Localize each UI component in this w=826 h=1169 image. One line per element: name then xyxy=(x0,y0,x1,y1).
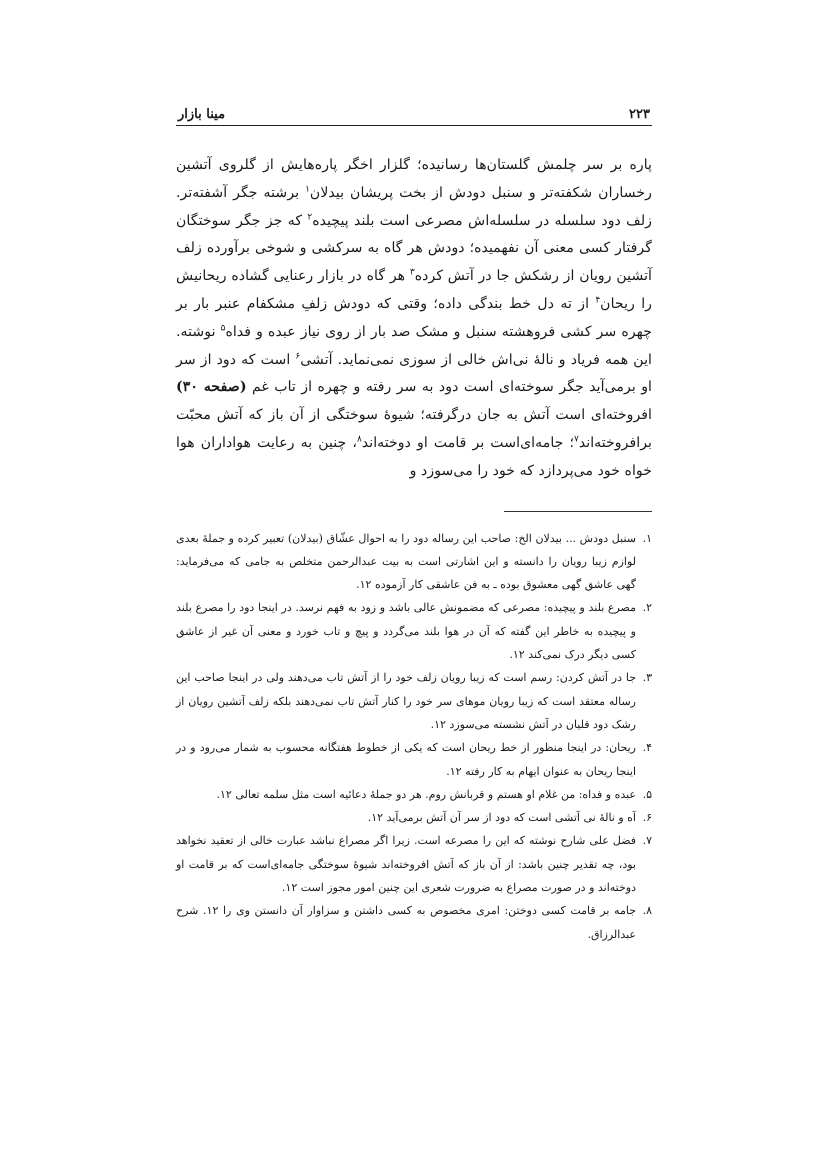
text-segment: از ته دل خط بندگی داده؛ وقتی که دودش زلفِ مشکفام عنبر بار بر چهره سر کشی فروهشته سنبل و مشک صد بار از روی نیاز عبده و فداه xyxy=(176,295,652,340)
page xyxy=(176,96,652,946)
footnote-number: ۴. xyxy=(642,741,652,755)
footnote-ref: ۱ xyxy=(305,184,310,195)
footnote-item xyxy=(176,783,652,806)
footnote-number: ۵. xyxy=(642,787,652,801)
footnote-text: جا در آتش کردن: رسم است که زیبا رویان زلف خود را از آتش تاب می‌دهند ولی در اینجا صاحب این رساله معتقد است که زیبا رویان موهای سر خود را کنار آتش تاب نمی‌دهند بلکه زلف آتشین رویان از رشک دود قلیان در آتش نشسته می‌سوزد ۱۲. xyxy=(176,671,636,731)
footnote-ref: ۷ xyxy=(573,434,579,445)
footnote-text: آه و نالهٔ نی آتشی است که دود از سر آن آتش برمی‌آید ۱۲. xyxy=(367,811,636,825)
footnote-text: سنبل دودش ... بیدلان الخ: صاحب این رساله دود را به احوال عشّاق (بیدلان) تعبیر کرده و جملهٔ بعدی لوازم زیبا رویان را دانسته و این اشارتی است به بیت عبدالرحمن متخلص به جامی که می‌فرماید: گهی عاشق گهی معشوق بوده ـ به فن عاشقی کار آزموده ۱۲. xyxy=(176,531,636,592)
footnote-number: ۸. xyxy=(642,904,652,918)
page-number: ۲۲۳ xyxy=(629,107,650,122)
footnote-text: ریحان: در اینجا منظور از خط ریحان است که یکی از خطوط هفتگانه محسوب به شمار می‌رود و در اینجا ریحان به عنوان ایهام به کار رفته ۱۲. xyxy=(176,741,636,778)
footnote-item xyxy=(176,806,652,829)
text-segment: ، چنین به رعایت هواداران هوا خواه خود می‌پردازد که خود را می‌سوزد و xyxy=(176,434,652,479)
footnote-number: ۷. xyxy=(642,834,652,848)
footnote-ref: ۶ xyxy=(295,350,301,361)
footnote-item xyxy=(176,899,652,946)
footnote-ref: ۳ xyxy=(409,267,415,278)
footnote-text: جامه بر قامت کسی دوختن: امری مخصوص به کسی داشتن و سزاوار آن دانستن وی را ۱۲. شرح عبدالرزاق. xyxy=(176,904,636,941)
footnote-number: ۶. xyxy=(642,811,652,825)
footnote-number: ۲. xyxy=(642,601,652,615)
main-text xyxy=(176,152,652,486)
footnote-text: فضل علی شارح نوشته که این را مصرعه است. زیرا اگر مصراع نباشد عبارت خالی از تعقید نخواهد بود، چه تقدیر چنین باشد: از آن باز که آتش افروخته‌اند شیوهٔ سوختگی جامه‌ای‌است که بر قامت او دوخته‌اند و در صورت مصراع به ضرورت شعری این چنین امور مجوز است ۱۲. xyxy=(176,834,636,895)
footnote-divider xyxy=(504,511,652,512)
text-segment: ؛ جامه‌ای‌است بر قامت او دوخته‌اند xyxy=(361,434,574,451)
footnote-ref: ۸ xyxy=(356,434,362,445)
footnote-item xyxy=(176,666,652,736)
footnote-ref: ۲ xyxy=(307,211,313,222)
footnote-ref: ۴ xyxy=(595,295,601,306)
footnote-item xyxy=(176,527,652,597)
page-reference: (صفحه ۳۰) xyxy=(176,379,247,396)
footnote-item xyxy=(176,829,652,899)
text-segment: هر گاه در بازار رعنایی گشاده ریحانیش را ریحان xyxy=(176,268,652,312)
footnote-item xyxy=(176,596,652,666)
footnote-number: ۱. xyxy=(642,531,652,545)
footnote-text: مصرع بلند و پیچیده: مصرعی که مضمونش عالی باشد و زود به فهم نرسد. در اینجا دود را مصرع بلند و پیچیده به خاطر این گفته که آن در هوا بلند می‌گردد و پیچ و تاب خورد و معنی آن غیر از عاشق کسی دیگر درک نمی‌کند ۱۲. xyxy=(176,601,636,662)
footnote-number: ۳. xyxy=(642,671,652,685)
text-segment: نوشته. این همه فریاد و نالهٔ نی‌اش خالی از سوزی نمی‌نماید. آتشی xyxy=(176,323,652,368)
footnote-item xyxy=(176,736,652,783)
text-segment: افروخته‌ای است آتش به جان درگرفته؛ شیوهٔ سوختگی از آن باز که آتش محبّت برافروخته‌اند xyxy=(176,407,652,451)
text-segment: است که دود از سر او برمی‌آید جگر سوخته‌ای است دود به سر رفته و چهره از تاب غم xyxy=(176,351,652,396)
text-segment: که جز جگر سوختگان گرفتار کسی معنی آن نفهمیده؛ دودش هر گاه به سرکشی و شوخی برآورده زلف آتشین رویان از رشکش جا در آتش کرده xyxy=(176,212,652,285)
text-segment: برشته جگر آشفته‌تر. زلف دود سلسله در سلسله‌اش مصرعی است بلند پیچیده xyxy=(176,184,652,229)
footnote-text: عبده و فداه: من غلام او هستم و قربانش روم. هر دو جملهٔ دعائیه است مثل سلمه تعالی ۱۲. xyxy=(216,787,636,801)
text-segment: پاره بر سر چلمش گلستان‌ها رسانیده؛ گلزار اخگر پاره‌هایش از گلروی آتشین رخساران شکفته‌تر و سنبل دودش از بخت پریشان بیدلان xyxy=(176,157,652,201)
main-paragraph xyxy=(176,152,652,486)
page-header xyxy=(176,96,652,126)
running-title: مینا بازار xyxy=(178,107,226,122)
footnotes xyxy=(176,527,652,946)
footnote-ref: ۵ xyxy=(220,323,226,334)
